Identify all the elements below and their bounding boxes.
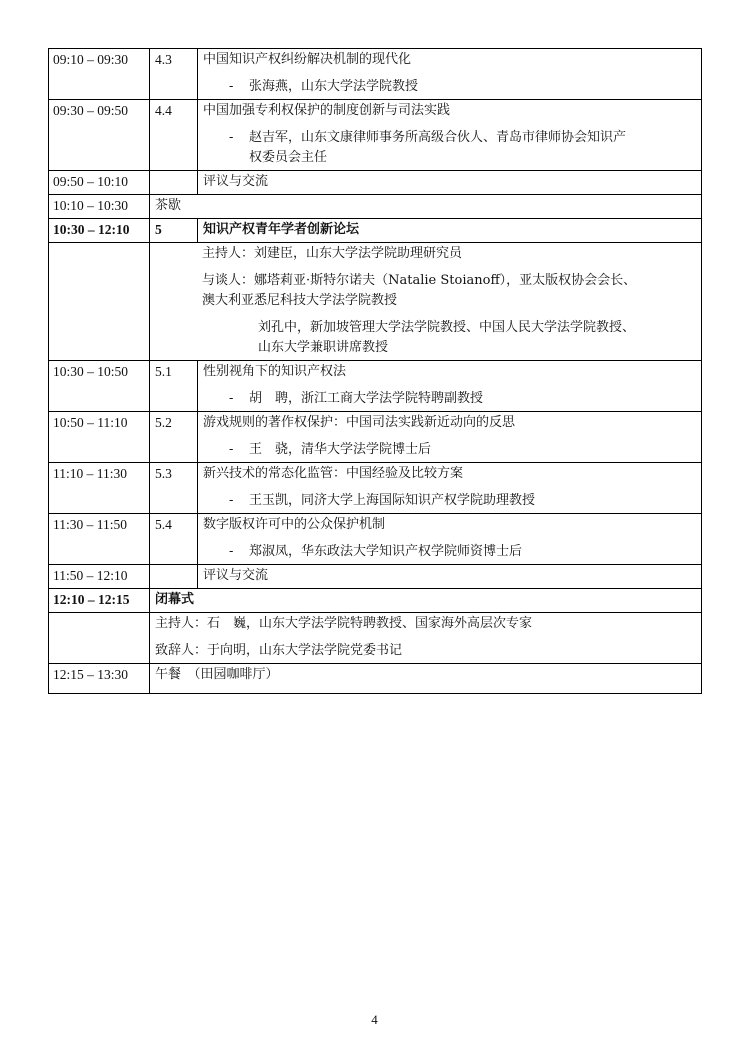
session-number (150, 565, 198, 589)
dash: - (229, 442, 234, 457)
content-cell (198, 49, 702, 100)
speaker: 张海燕，山东大学法学院教授 (249, 79, 419, 94)
session-title: 闭幕式 (150, 589, 702, 613)
session-number: 5.4 (150, 514, 198, 565)
talk-title: 游戏规则的著作权保护：中国司法实践新近动向的反思 (203, 415, 516, 430)
host-line: 主持人：刘建臣，山东大学法学院助理研究员 (202, 246, 463, 261)
session-title: 知识产权青年学者创新论坛 (198, 219, 702, 243)
table-row (49, 49, 702, 100)
table-row (49, 589, 702, 613)
speaker-line-cont: 权委员会主任 (249, 150, 328, 165)
speaker: 王 骁，清华大学法学院博士后 (249, 442, 432, 457)
break-cell: 茶歇 (150, 195, 702, 219)
discussant-line-cont: 澳大利亚悉尼科技大学法学院教授 (202, 293, 398, 308)
speaker-line (203, 440, 696, 460)
table-row (49, 463, 702, 514)
speaker-line (203, 77, 696, 97)
session-number: 5.2 (150, 412, 198, 463)
time-cell: 10:50 – 11:10 (49, 412, 150, 463)
host-line: 主持人：石 巍，山东大学法学院特聘教授、国家海外高层次专家 (155, 616, 533, 631)
session-number: 5.3 (150, 463, 198, 514)
page-number: 4 (371, 1012, 378, 1027)
table-row (49, 100, 702, 171)
time-cell: 09:10 – 09:30 (49, 49, 150, 100)
closing-details (150, 613, 702, 664)
speaker-line (203, 389, 696, 409)
time-cell: 11:10 – 11:30 (49, 463, 150, 514)
time-cell: 10:10 – 10:30 (49, 195, 150, 219)
speech-line: 致辞人：于向明，山东大学法学院党委书记 (155, 643, 403, 658)
table-row (49, 412, 702, 463)
dash: - (229, 544, 234, 559)
time-cell (49, 613, 150, 664)
time-cell: 10:30 – 12:10 (49, 219, 150, 243)
speaker-line (203, 128, 696, 148)
time-cell: 09:30 – 09:50 (49, 100, 150, 171)
time-cell: 12:15 – 13:30 (49, 664, 150, 694)
content-cell (198, 412, 702, 463)
time-cell: 09:50 – 10:10 (49, 171, 150, 195)
dash: - (229, 130, 234, 145)
time-cell: 11:50 – 12:10 (49, 565, 150, 589)
table-row (49, 171, 702, 195)
schedule-table (48, 48, 702, 694)
session-number (150, 171, 198, 195)
session-number: 4.3 (150, 49, 198, 100)
dash: - (229, 493, 234, 508)
table-row (49, 514, 702, 565)
table-row (49, 613, 702, 664)
table-row (49, 195, 702, 219)
content-cell (198, 463, 702, 514)
speaker-line (203, 542, 696, 562)
lunch-cell: 午餐 （田园咖啡厅） (150, 664, 702, 694)
content-cell (198, 514, 702, 565)
discussant-line: 与谈人：娜塔莉亚·斯特尔诺夫（Natalie Stoianoff），亚太版权协会会长、 (202, 273, 637, 288)
forum-details (150, 243, 702, 361)
speaker: 赵吉军，山东文康律师事务所高级合伙人、青岛市律师协会知识产 (249, 130, 627, 145)
speaker: 胡 聘，浙江工商大学法学院特聘副教授 (249, 391, 484, 406)
content-cell (198, 361, 702, 412)
speaker-line (203, 491, 696, 511)
time-cell: 10:30 – 10:50 (49, 361, 150, 412)
speaker: 王玉凯，同济大学上海国际知识产权学院助理教授 (249, 493, 536, 508)
content-cell (198, 100, 702, 171)
table-row (49, 361, 702, 412)
talk-title: 数字版权许可中的公众保护机制 (203, 517, 386, 532)
table-row (49, 219, 702, 243)
talk-title: 中国知识产权纠纷解决机制的现代化 (203, 52, 412, 67)
session-number: 5.1 (150, 361, 198, 412)
time-cell: 12:10 – 12:15 (49, 589, 150, 613)
time-cell (49, 243, 150, 361)
table-row (49, 243, 702, 361)
content-cell: 评议与交流 (198, 171, 702, 195)
talk-title: 新兴技术的常态化监管：中国经验及比较方案 (203, 466, 464, 481)
time-cell: 11:30 – 11:50 (49, 514, 150, 565)
table-row (49, 664, 702, 694)
talk-title: 性别视角下的知识产权法 (203, 364, 347, 379)
dash: - (229, 79, 234, 94)
session-number: 4.4 (150, 100, 198, 171)
session-number: 5 (150, 219, 198, 243)
dash: - (229, 391, 234, 406)
discussant-line: 刘孔中，新加坡管理大学法学院教授、中国人民大学法学院教授、 (258, 320, 636, 335)
discussant-line-cont: 山东大学兼职讲席教授 (258, 340, 389, 355)
speaker: 郑淑凤，华东政法大学知识产权学院师资博士后 (249, 544, 523, 559)
content-cell: 评议与交流 (198, 565, 702, 589)
talk-title: 中国加强专利权保护的制度创新与司法实践 (203, 103, 451, 118)
table-row (49, 565, 702, 589)
